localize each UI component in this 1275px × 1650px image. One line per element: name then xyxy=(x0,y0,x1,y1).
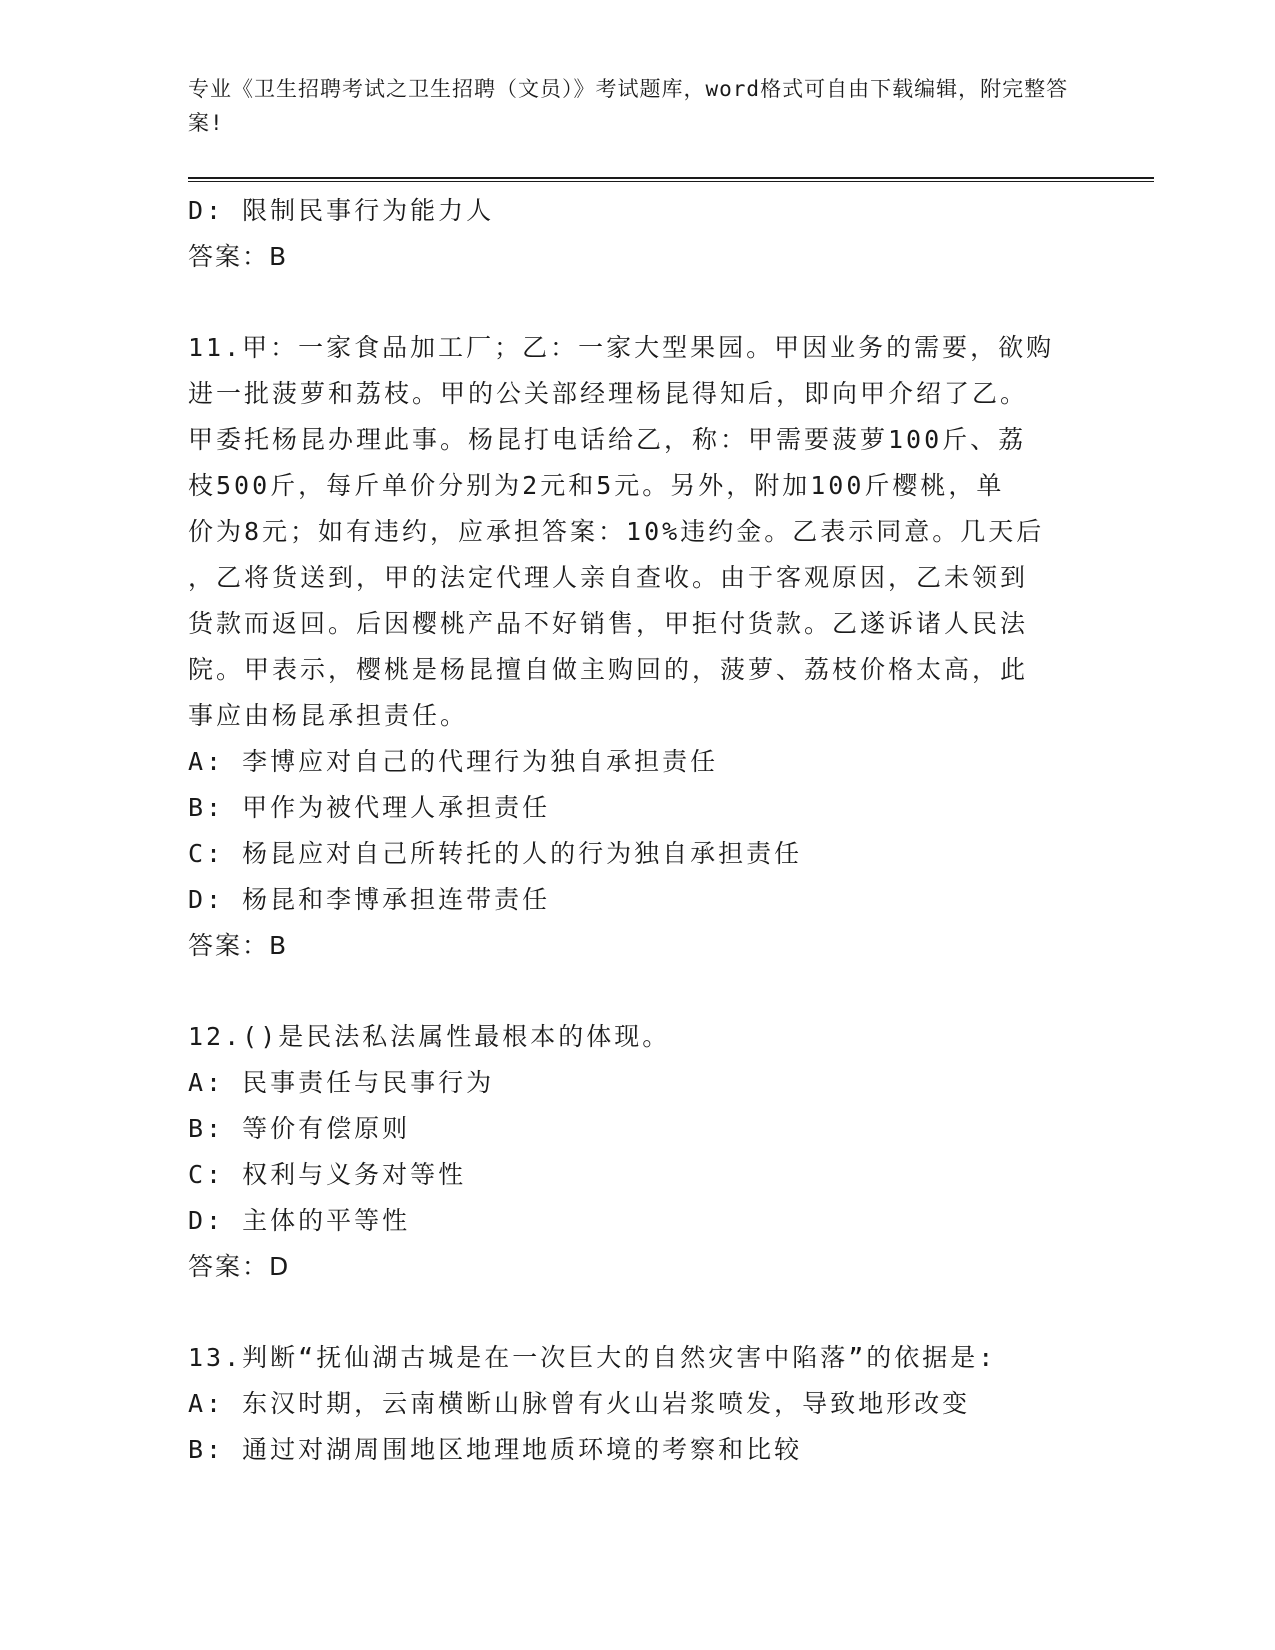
header-divider xyxy=(188,177,1154,182)
question-stem-line: 价为8元；如有违约，应承担答案：10%违约金。乙表示同意。几天后 xyxy=(188,517,1045,546)
page-header: 专业《卫生招聘考试之卫生招聘（文员）》考试题库，word格式可自由下载编辑，附完整答案! xyxy=(188,77,1069,135)
question-11 xyxy=(188,325,1088,969)
question-stem-line: 事应由杨昆承担责任。 xyxy=(188,701,469,730)
question-content xyxy=(188,188,1088,1473)
option-b: B: 通过对湖周围地区地理地质环境的考察和比较 xyxy=(188,1435,803,1464)
answer-line: 答案：D xyxy=(188,1252,291,1281)
answer-line: 答案：B xyxy=(188,242,289,271)
option-c: C: 权利与义务对等性 xyxy=(188,1160,467,1189)
option-c: C: 杨昆应对自己所转托的人的行为独自承担责任 xyxy=(188,839,803,868)
question-stem-line: 货款而返回。后因樱桃产品不好销售，甲拒付货款。乙遂诉诸人民法 xyxy=(188,609,1029,638)
option-d: D: 主体的平等性 xyxy=(188,1206,411,1235)
question-13 xyxy=(188,1335,1088,1473)
option-a: A: 李博应对自己的代理行为独自承担责任 xyxy=(188,747,719,776)
option-d: D: 限制民事行为能力人 xyxy=(188,196,495,225)
option-d: D: 杨昆和李博承担连带责任 xyxy=(188,885,551,914)
question-stem-line: 11.甲：一家食品加工厂；乙：一家大型果园。甲因业务的需要，欲购 xyxy=(188,333,1055,362)
option-a: A: 东汉时期，云南横断山脉曾有火山岩浆喷发，导致地形改变 xyxy=(188,1389,971,1418)
option-b: B: 等价有偿原则 xyxy=(188,1114,411,1143)
question-stem-line: 院。甲表示，樱桃是杨昆擅自做主购回的，菠萝、荔枝价格太高，此 xyxy=(188,655,1029,684)
question-stem: 12.()是民法私法属性最根本的体现。 xyxy=(188,1022,671,1051)
question-stem-line: 甲委托杨昆办理此事。杨昆打电话给乙，称：甲需要菠萝100斤、荔 xyxy=(188,425,1027,454)
previous-question xyxy=(188,188,1088,280)
question-stem-line: 枝500斤，每斤单价分别为2元和5元。另外，附加100斤樱桃，单 xyxy=(188,471,1005,500)
question-stem: 13.判断“抚仙湖古城是在一次巨大的自然灾害中陷落”的依据是: xyxy=(188,1343,997,1372)
question-12 xyxy=(188,1014,1088,1290)
answer-line: 答案：B xyxy=(188,931,289,960)
option-b: B: 甲作为被代理人承担责任 xyxy=(188,793,551,822)
question-stem-line: ，乙将货送到，甲的法定代理人亲自查收。由于客观原因，乙未领到 xyxy=(188,563,1029,592)
question-stem-line: 进一批菠萝和荔枝。甲的公关部经理杨昆得知后，即向甲介绍了乙。 xyxy=(188,379,1029,408)
option-a: A: 民事责任与民事行为 xyxy=(188,1068,495,1097)
